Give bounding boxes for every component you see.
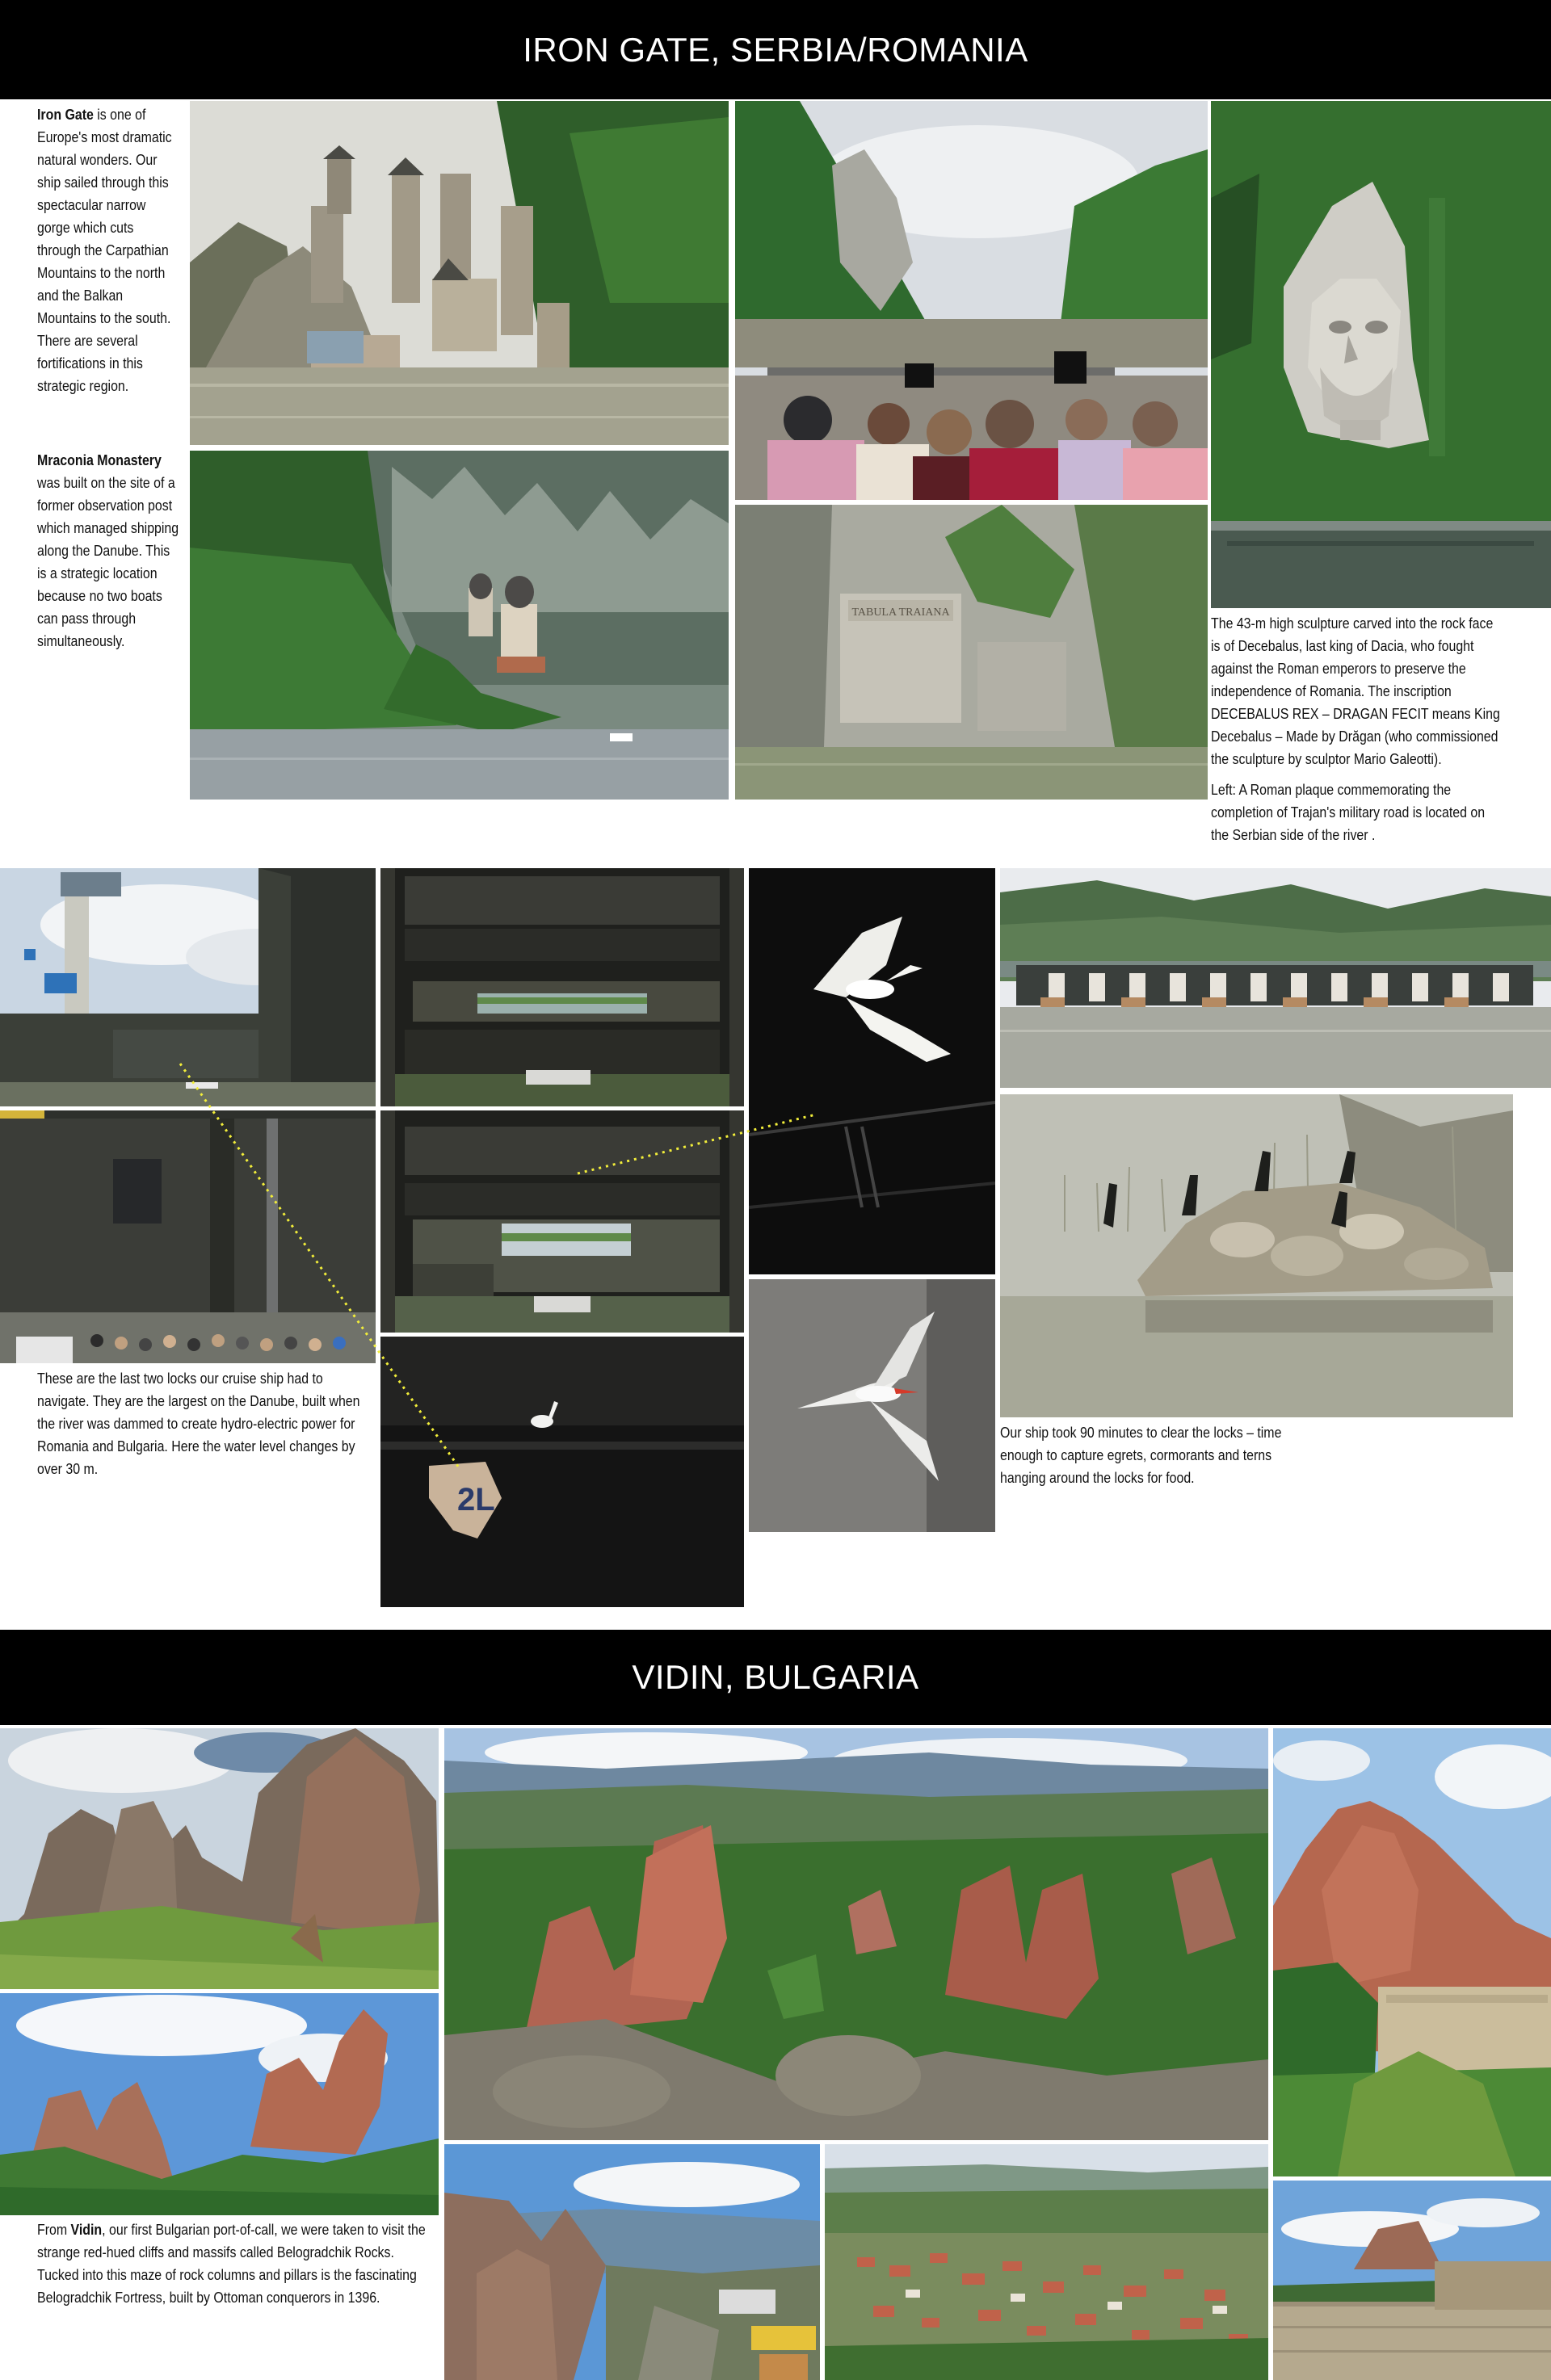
photo-fortress-walls [1273, 2181, 1551, 2380]
caption-plaque-text: Left: A Roman plaque commemorating the completion of Trajan's military road is located on the Serbian side of the river . [1211, 781, 1486, 843]
section-banner-vidin [0, 1630, 1551, 1725]
photo-mraconia-monastery [190, 451, 729, 800]
photo-tourists-decebalus [735, 101, 1208, 500]
photo-tern-flight [749, 1279, 995, 1532]
caption-iron-gate [37, 103, 180, 397]
photo-egret-on-wall [380, 1337, 744, 1607]
photo-decebalus-sculpture [1211, 101, 1551, 608]
photo-golubac-fortress [190, 101, 729, 445]
photo-lock-gate-upper [380, 868, 744, 1106]
caption-decebalus [1211, 612, 1501, 854]
caption-text: , our first Bulgarian port-of-call, we were taken to visit the strange red-hued cliffs and massifs called Belogradchik Rocks. Tucked into this maze of rock columns and pillars is the fascinating Belogradchik Fortress, built by Ottoman conquerors in 1396. [37, 2221, 426, 2306]
photo-cormorants [1000, 1094, 1513, 1417]
caption-highlight: Vidin [70, 2221, 103, 2238]
photo-belogradchik-rocks-2 [0, 1993, 439, 2215]
photo-tabula-traiana [735, 505, 1208, 800]
photo-belogradchik-town [825, 2144, 1268, 2380]
caption-highlight: Iron Gate [37, 106, 94, 123]
photo-fortress-walkway [444, 2144, 820, 2380]
section-title: IRON GATE, SERBIA/ROMANIA [523, 30, 1028, 69]
plaque-inscription: TABULA TRAIANA [851, 607, 950, 619]
photo-belogradchik-rocks-1 [0, 1728, 439, 1989]
photo-lock-wall-passengers [0, 1110, 376, 1363]
photo-fortress-rock [1273, 1728, 1551, 2176]
caption-prefix: From [37, 2221, 71, 2238]
photo-lock-tower [0, 868, 376, 1106]
caption-mraconia [37, 449, 180, 653]
caption-decebalus-text: The 43-m high sculpture carved into the rock face is of Decebalus, last king of Dacia, who fought against the Roman emperors to preserve the independence of Romania. The inscription DECEBALUS REX – DRAGAN FECIT means King Decebalus – Made by Drăgan (who commissioned the sculpture by sculptor Mario Galeotti). [1211, 615, 1500, 767]
caption-locks-text: These are the last two locks our cruise ship had to navigate. They are the largest on the Danube, built when the river was dammed to create hydro-electric power for Romania and Bulgaria. Here the water level changes by over 30 m. [37, 1370, 360, 1477]
section-banner-iron-gate [0, 0, 1551, 99]
caption-locks [37, 1367, 372, 1480]
caption-birds [1000, 1421, 1313, 1489]
caption-vidin [37, 2218, 427, 2309]
caption-text: is one of Europe's most dramatic natural wonders. Our ship sailed through this spectacular narrow gorge which cuts through the Carpathian Mountains to the north and the Balkan Mountains to the south. There are several fortifications in this strategic region. [37, 106, 172, 394]
lock-sign-text: 2L [457, 1482, 495, 1517]
caption-birds-text: Our ship took 90 minutes to clear the locks – time enough to capture egrets, cormorants and terns hanging around the locks for food. [1000, 1424, 1282, 1486]
photo-iron-gate-dam [1000, 868, 1551, 1088]
caption-highlight: Mraconia Monastery [37, 451, 162, 468]
photo-egret-flight [749, 868, 995, 1274]
photo-belogradchik-panorama [444, 1728, 1268, 2140]
caption-text: was built on the site of a former observation post which managed shipping along the Danube. This is a strategic location because no two boats can pass through simultaneously. [37, 474, 179, 649]
photo-lock-gate-lower [380, 1110, 744, 1333]
section-title: VIDIN, BULGARIA [632, 1658, 919, 1696]
